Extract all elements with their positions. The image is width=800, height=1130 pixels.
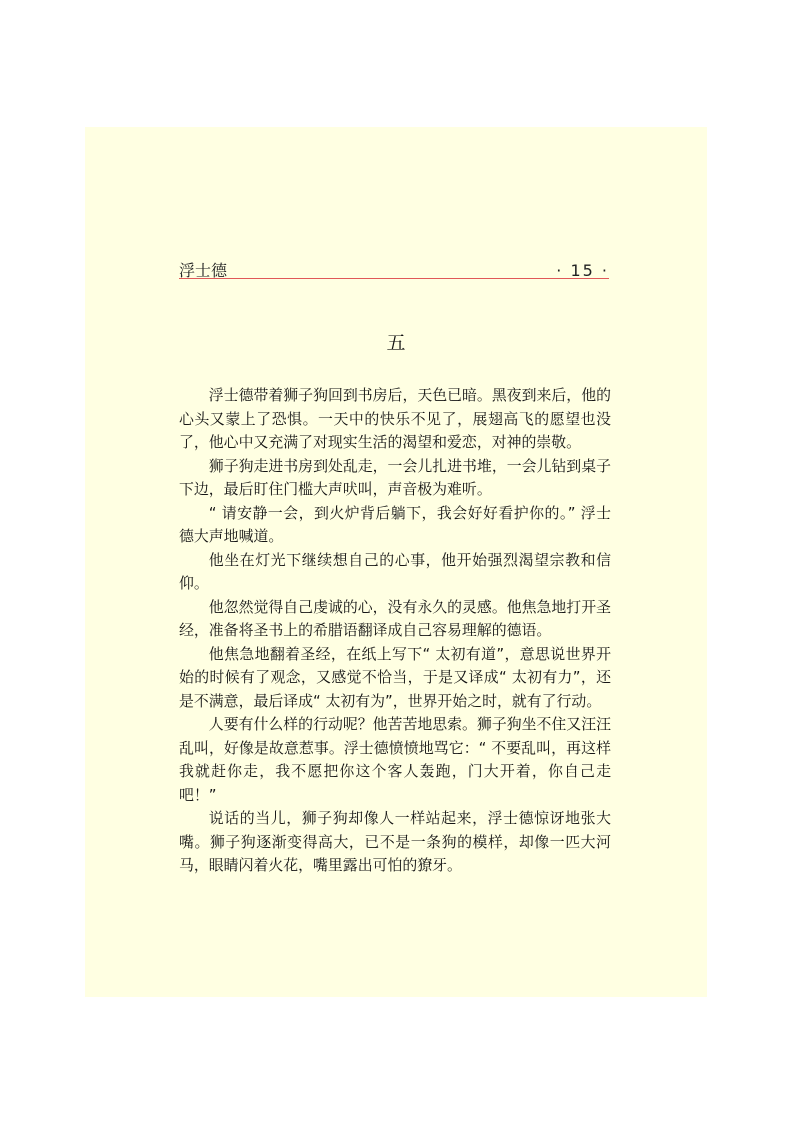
paragraph-3: “ 请安静一会，到火炉背后躺下，我会好好看护你的。” 浮士德大声地喊道。: [179, 503, 611, 545]
paragraph-6: 他焦急地翻着圣经，在纸上写下“ 太初有道”，意思说世界开始的时候有了观念，又感觉不恰当，于是又译成“ 太初有力”，还是不满意，最后译成“ 太初有为”，世界开始之时，就有了行动。: [179, 644, 611, 710]
chapter-title: 五: [386, 332, 406, 354]
body-text: [179, 384, 611, 878]
header-rule: [179, 278, 609, 279]
paragraph-8: 说话的当儿，狮子狗却像人一样站起来，浮士德惊讶地张大嘴。狮子狗逐渐变得高大，已不是一条狗的模样，却像一匹大河马，眼睛闪着火花，嘴里露出可怕的獠牙。: [179, 809, 611, 874]
paragraph-7: 人要有什么样的行动呢？他苦苦地思索。狮子狗坐不住又汪汪乱叫，好像是故意惹事。浮士德愤愤地骂它：“ 不要乱叫，再这样我就赶你走，我不愿把你这个客人轰跑，门大开着，你自己走吧！”: [179, 715, 611, 804]
paragraph-5: 他忽然觉得自己虔诚的心，没有永久的灵感。他焦急地打开圣经，准备将圣书上的希腊语翻译成自己容易理解的德语。: [179, 597, 611, 639]
paragraph-4: 他坐在灯光下继续想自己的心事，他开始强烈渴望宗教和信仰。: [179, 550, 611, 592]
paragraph-2: 狮子狗走进书房到处乱走，一会儿扎进书堆，一会儿钻到桌子下边，最后盯住门槛大声吠叫，声音极为难听。: [179, 456, 611, 498]
book-title: 浮士德: [179, 261, 228, 280]
paragraph-1: 浮士德带着狮子狗回到书房后，天色已暗。黑夜到来后，他的心头又蒙上了恐惧。一天中的快乐不见了，展翅高飞的愿望也没了，他心中又充满了对现实生活的渴望和爱恋，对神的崇敬。: [179, 386, 611, 451]
page-number: · 15 ·: [556, 261, 609, 280]
running-header: [179, 259, 609, 283]
book-page: [85, 127, 707, 997]
